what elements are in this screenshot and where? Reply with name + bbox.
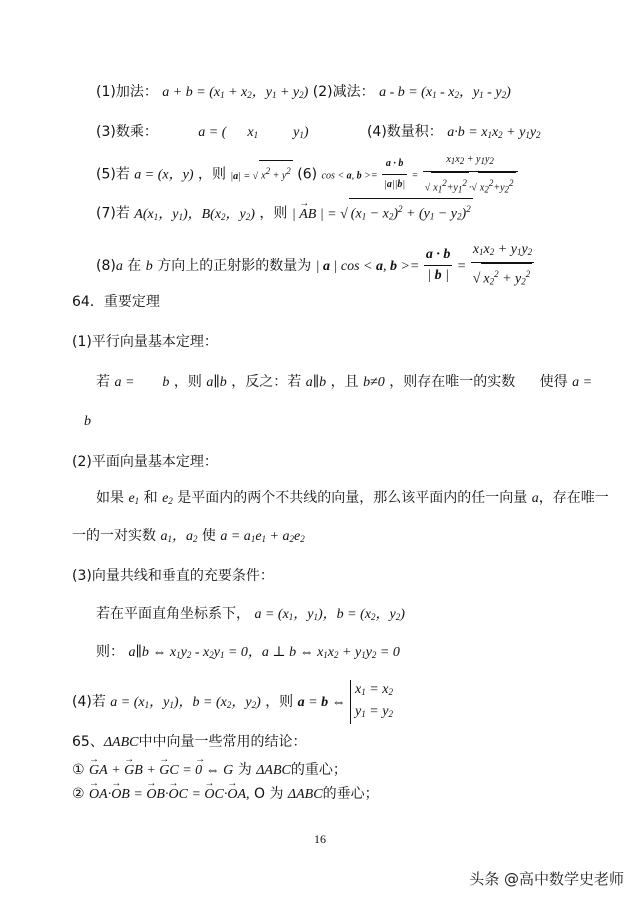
theorem-2-title: (2)平面向量基本定理： [72,454,218,470]
section-65-title: 65、ΔABC中中向量一些常用的结论： [72,734,307,750]
formula-projection: (8)a 在 b 方向上的正射影的数量为 | a | cos < a, b >= $\frac{a \cdot b}{| b |}$ = $\frac{x_1x_2 + y_1y_2}{√ x_2^2 + y_2^2}$ [96,240,534,292]
theorem-2-body: 如果 $e_1$ 和 $e_2$ 是平面内的两个不共线的向量，那么该平面内的任一向量 a，存在唯一 [96,490,609,506]
formula-add-sub: (1)加法： $a + b = (x_1 + x_2$，$y_1 + y_2$) (2)减法： $a - b = (x_1 - x_2$，$y_1 - y_2$) [96,84,511,100]
theorem-4: (4)若 $a = (x_1$，$y_1$)，$b = (x_2$，$y_2$) ，则 a = b ⇔ $x_1 = x_2$ $y_1 = y_2$ [72,680,393,724]
formula-magnitude-cos: (5)若 a = (x，y) ，则 |a| = √ $x^2 + y^2$ (6) cos < a, b >= $\frac{a \cdot b}{|a||b|}$ = $\frac{x_1x_2 + y_1y_2}{√ x_1^2+y_1^2 \cdot√ x_2^2+y_2^2}$ [96,150,518,199]
theorem-3-condition: 则： a∥b ⇔ $x_1y_2 - x_2y_1 = 0$，a ⊥ b ⇔ $x_1x_2 + y_1y_2 = 0$ [96,644,400,660]
theorem-1-body: 若 a = b ，则 a∥b ，反之：若 a∥b ，且 b≠0 ，则存在唯一的实数 使得 a = [96,374,593,390]
conclusion-1: ① → GA + → GB + → GC = → 0 ⇔ G 为 ΔABC的重心； [72,760,347,781]
theorem-3-title: (3)向量共线和垂直的充要条件： [72,568,274,584]
section-64-title: 64．重要定理 [72,294,160,310]
theorem-2-body-cont: 一的一对实数 $a_1$，$a_2$ 使 $a = a_1e_1 + a_2e_2$ [72,528,305,544]
formula-scalar-dot: (3)数乘： a = ( $x_1$ $y_1$) (4)数量积： $a\cdot b = x_1x_2 + y_1y_2$ [96,124,541,140]
page-number: 16 [314,832,326,846]
formula-distance: (7)若 $A(x_1$，$y_1$)，$B(x_2$，$y_2$) ，则 | → AB | = √ $(x_1 - x_2)^2 + (y_1 - y_2)^2$ [96,198,473,227]
conclusion-2: ② → OA·→ OB = → OB·→ OC = → OC·→ OA, O 为 ΔABC的垂心； [72,784,379,805]
theorem-1-body-cont: b [84,414,91,429]
theorem-3-body: 若在平面直角坐标系下， $a = (x_1$，$y_1$)，$b = (x_2$，$y_2$) [96,606,405,622]
theorem-1-title: (1)平行向量基本定理： [72,334,218,350]
watermark-text: 头条 @高中数学史老师 [469,870,624,888]
